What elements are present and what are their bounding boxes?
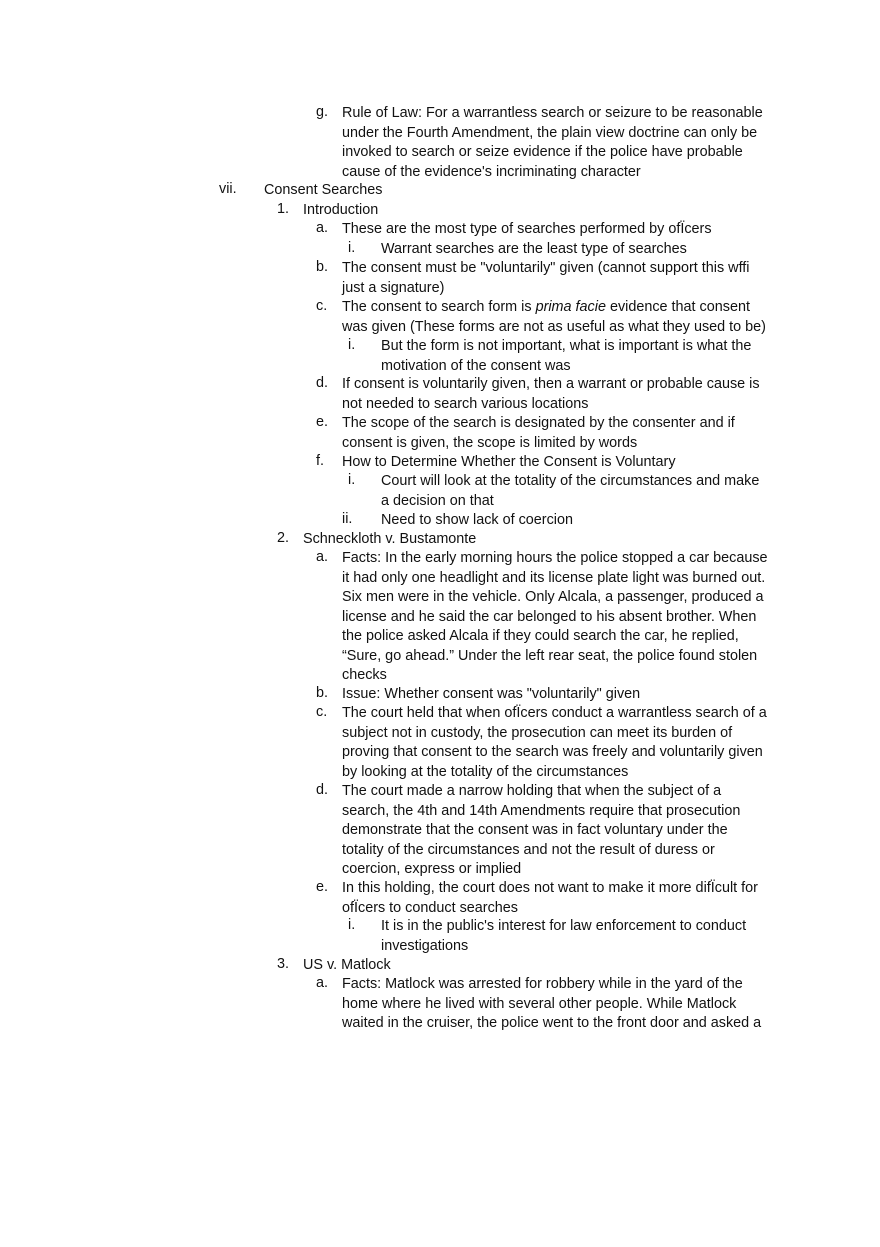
text-line: Need to show lack of coercion <box>381 512 573 528</box>
text-line: The consent must be "voluntarily" given (cannot support this wffi <box>342 260 750 276</box>
section-title: Consent Searches <box>264 182 383 198</box>
text-line: Issue: Whether consent was "voluntarily" given <box>342 686 641 702</box>
text-line: subject not in custody, the prosecution can meet its burden of <box>342 724 733 741</box>
text-line: proving that consent to the search was freely and voluntarily given <box>342 744 763 760</box>
text-line: consent is given, the scope is limited by words <box>342 434 638 451</box>
text-line: Court will look at the totality of the circumstances and make <box>381 473 760 489</box>
text-line: license and he said the car belonged to his absent brother. When <box>342 608 757 625</box>
text-line: Facts: In the early morning hours the police stopped a car because <box>342 550 768 566</box>
list-marker: e. <box>316 414 329 430</box>
list-marker: b. <box>316 685 329 701</box>
text-line: “Sure, go ahead.” Under the left rear seat, the police found stolen <box>342 647 758 664</box>
list-marker: e. <box>316 879 329 895</box>
text-line: the police asked Alcala if they could search the car, he replied, <box>342 628 739 644</box>
text-line: home where he lived with several other people. While Matlock <box>342 995 737 1012</box>
list-marker: f. <box>316 453 324 469</box>
text-line: Facts: Matlock was arrested for robbery while in the yard of the <box>342 976 743 992</box>
text-line: coercion, express or implied <box>342 861 522 877</box>
text-line: Warrant searches are the least type of searches <box>381 241 687 257</box>
text-line: These are the most type of searches performed by ofÏcers <box>342 221 712 237</box>
text-line: Six men were in the vehicle. Only Alcala, a passenger, produced a <box>342 589 764 605</box>
text-line: totality of the circumstances and not the result of duress or <box>342 841 715 858</box>
text-run: The consent to search form is <box>342 299 536 315</box>
subsection-title: Schneckloth v. Bustamonte <box>303 531 477 547</box>
text-line: The court held that when ofÏcers conduct a warrantless search of a <box>342 705 767 721</box>
list-marker: a. <box>316 220 329 236</box>
list-marker: b. <box>316 259 329 275</box>
text-line: waited in the cruiser, the police went to the front door and asked a <box>342 1015 762 1031</box>
list-marker: 1. <box>277 201 290 217</box>
text-line: was given (These forms are not as useful as what they used to be) <box>342 318 766 335</box>
text-line: motivation of the consent was <box>381 357 571 374</box>
text-run: evidence that consent <box>605 299 750 315</box>
text-line: In this holding, the court does not want to make it more difÏcult for <box>342 880 758 896</box>
list-marker: i. <box>348 337 356 353</box>
list-marker: i. <box>348 472 356 488</box>
text-line: If consent is voluntarily given, then a warrant or probable cause is <box>342 376 760 392</box>
text-line: under the Fourth Amendment, the plain view doctrine can only be <box>342 124 758 141</box>
subsection-title: Introduction <box>303 202 379 218</box>
list-marker: 3. <box>277 956 290 972</box>
text-line: demonstrate that the consent was in fact voluntary under the <box>342 822 728 838</box>
text-line: It is in the public's interest for law enforcement to conduct <box>381 918 747 934</box>
text-line: cause of the evidence's incriminating character <box>342 163 641 180</box>
italic-term: prima facie <box>535 299 606 315</box>
list-marker: c. <box>316 704 328 720</box>
text-line: it had only one headlight and its license plate light was burned out. <box>342 569 766 586</box>
text-line: search, the 4th and 14th Amendments require that prosecution <box>342 802 741 819</box>
text-line: investigations <box>381 937 469 954</box>
list-marker: i. <box>348 917 356 933</box>
list-marker: a. <box>316 975 329 991</box>
text-line: just a signature) <box>342 279 445 296</box>
list-marker: i. <box>348 240 356 256</box>
list-marker: a. <box>316 549 329 565</box>
text-line: The court made a narrow holding that when the subject of a <box>342 783 722 799</box>
list-marker: d. <box>316 375 329 391</box>
text-line: invoked to search or seize evidence if the police have probable <box>342 144 743 160</box>
text-line: checks <box>342 667 387 683</box>
list-marker: 2. <box>277 530 290 546</box>
list-marker: c. <box>316 298 328 314</box>
text-line: But the form is not important, what is important is what the <box>381 338 752 354</box>
text-line: The scope of the search is designated by the consenter and if <box>342 415 735 431</box>
text-line: ofÏcers to conduct searches <box>342 899 518 916</box>
text-line: Rule of Law: For a warrantless search or seizure to be reasonable <box>342 105 763 121</box>
text-line: How to Determine Whether the Consent is Voluntary <box>342 454 676 470</box>
text-line <box>342 298 782 318</box>
list-marker: vii. <box>219 181 237 197</box>
text-line: by looking at the totality of the circumstances <box>342 763 629 780</box>
list-marker: ii. <box>342 511 353 527</box>
list-marker: g. <box>316 104 329 120</box>
text-line: a decision on that <box>381 492 494 509</box>
subsection-title: US v. Matlock <box>303 957 391 973</box>
list-marker: d. <box>316 782 329 798</box>
text-line: not needed to search various locations <box>342 395 589 412</box>
